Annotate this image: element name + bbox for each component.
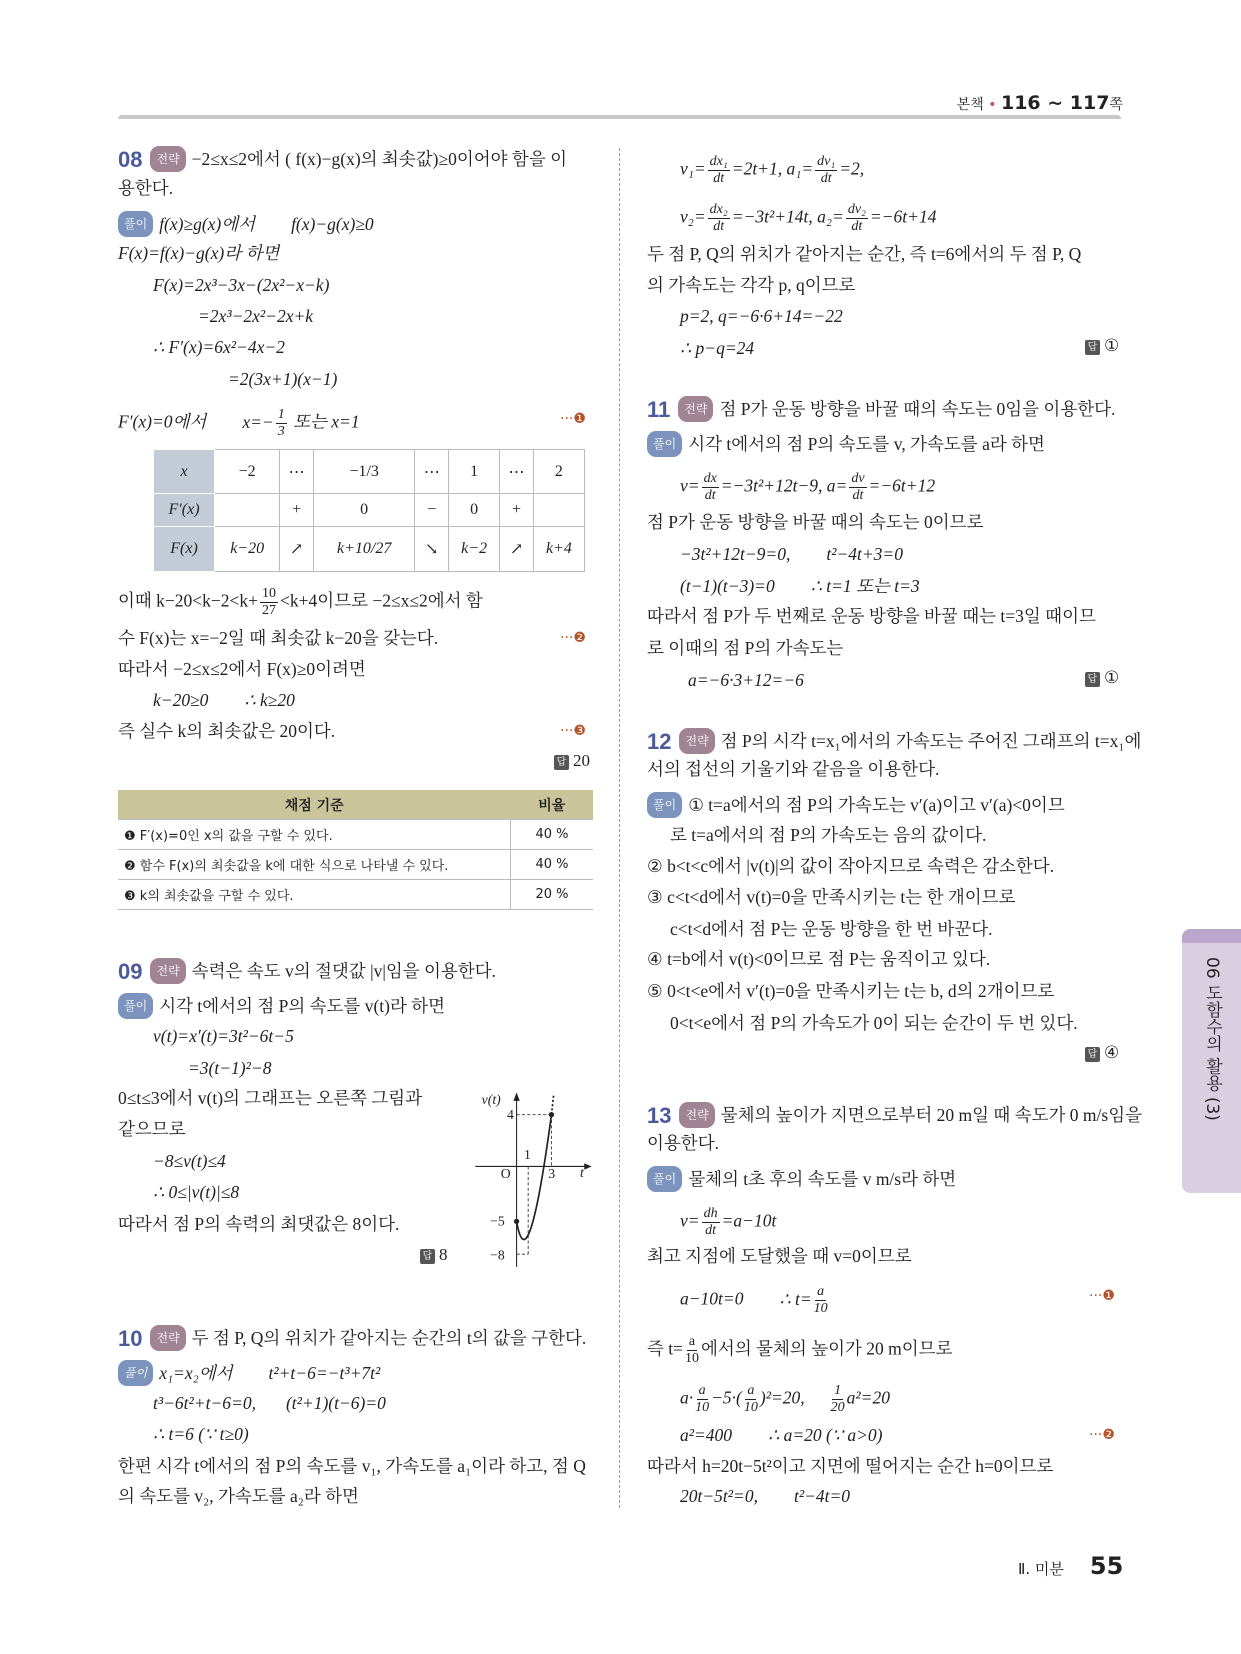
solution-line	[647, 1166, 956, 1192]
table-cell: ⋯	[500, 450, 534, 494]
fraction	[815, 154, 837, 187]
chapter-tab-label: 06 도함수의 활용 (3)	[1202, 957, 1222, 1121]
solution-line	[680, 542, 903, 566]
table-cell: k+10/27	[313, 527, 414, 572]
table-cell: 1	[449, 450, 500, 494]
endpoint	[549, 1112, 554, 1117]
t-axis-arrow	[584, 1163, 591, 1169]
solution-badge: 풀이	[647, 792, 682, 818]
table-cell: k−20	[215, 527, 280, 572]
tick-label: 1	[523, 1147, 531, 1163]
solution-line: 따라서 점 P가 두 번째로 운동 방향을 바꿀 때는 t=3일 때이므	[647, 606, 1096, 626]
page-reference: 본책 • 116 ~ 117쪽	[956, 92, 1123, 114]
solution-line: 점 P가 운동 방향을 바꿀 때의 속도는 0이므로	[647, 512, 984, 532]
math: =−3t²+12t−9, a=	[720, 475, 848, 496]
scoring-criterion: ❸ k의 최솟값을 구할 수 있다.	[118, 880, 511, 910]
solution-line: 로 t=a에서의 점 P의 가속도는 음의 값이다.	[670, 825, 987, 845]
math: −5·(	[711, 1387, 742, 1408]
math: ∴ k≥20	[244, 690, 295, 710]
solution-badge: 풀이	[118, 211, 153, 237]
solution-line: =3(t−1)²−8	[188, 1058, 272, 1078]
denominator: dt	[820, 171, 832, 186]
table-cell: ⋯	[415, 450, 449, 494]
solution-badge: 풀이	[647, 1166, 682, 1192]
fraction	[744, 1383, 758, 1416]
answer-icon: 답	[420, 1249, 435, 1264]
v-axis-arrow	[513, 1092, 519, 1100]
tick-label: 3	[548, 1166, 556, 1182]
solution-line	[680, 1284, 830, 1317]
numerator: a	[688, 1334, 696, 1349]
denominator: dt	[704, 488, 716, 503]
denominator: 27	[262, 603, 277, 618]
numerator: 10	[262, 586, 277, 601]
math: )²=20,	[759, 1387, 805, 1408]
scoring-criterion: ❷ 함수 F(x)의 최솟값을 k에 대한 식으로 나타낼 수 있다.	[118, 850, 511, 880]
math: v=	[680, 1210, 700, 1231]
math: 에서의 물체의 높이가 20 m이므로	[701, 1338, 953, 1359]
step-marker-3: ···❸	[560, 723, 586, 739]
solution-line: ④ t=b에서 v(t)<0이므로 점 P는 움직이고 있다.	[647, 949, 991, 969]
numerator: a	[698, 1383, 706, 1398]
problem-13-strategy	[647, 1102, 1142, 1128]
math: a²=400	[680, 1425, 733, 1445]
solution-line: 한편 시각 t에서의 점 P의 속도를 v₁, 가속도를 a₁이라 하고, 점 Q	[118, 1456, 586, 1476]
math: f(x)−g(x)≥0	[291, 214, 374, 234]
fraction	[849, 471, 866, 504]
solution-line: 따라서 h=20t−5t²이고 지면에 떨어지는 순간 h=0이므로	[647, 1456, 1054, 1476]
problem-number: 13	[647, 1103, 672, 1128]
answer-icon: 답	[1085, 1047, 1100, 1062]
table-cell	[533, 494, 584, 527]
solution-line	[118, 993, 445, 1019]
fraction	[695, 1383, 709, 1416]
math: 즉 t=	[647, 1338, 684, 1359]
numerator: 1	[834, 1383, 842, 1398]
solution-badge: 풀이	[118, 993, 153, 1019]
math: v₂=	[680, 206, 706, 227]
scoring-header: 채점 기준	[118, 790, 511, 820]
answer-value: 20	[573, 751, 590, 770]
math: k−20≥0	[153, 690, 209, 710]
table-header-cell: x	[154, 450, 215, 494]
numerator: dh	[703, 1206, 718, 1221]
solution-line: p=2, q=−6·6+14=−22	[680, 306, 843, 326]
math: t³−6t²+t−6=0,	[153, 1393, 256, 1413]
strategy-text: 점 P가 운동 방향을 바꿀 때의 속도는 0임을 이용한다.	[719, 399, 1116, 419]
solution-line	[680, 1484, 850, 1508]
denominator: dt	[705, 1223, 717, 1238]
solution-line: 수 F(x)는 x=−2일 때 최솟값 k−20을 갖는다.	[118, 628, 439, 648]
step-marker-2: ···❷	[1089, 1427, 1115, 1443]
table-cell	[215, 494, 280, 527]
denominator: 3	[277, 424, 285, 439]
math: =2,	[839, 158, 865, 179]
scoring-ratio: 40 %	[511, 820, 594, 850]
answer-icon: 답	[1085, 672, 1100, 687]
v-axis-label: v(t)	[481, 1092, 501, 1108]
table-cell: 0	[313, 494, 414, 527]
solution-line: ∴ F′(x)=6x²−4x−2	[153, 337, 285, 357]
answer-icon: 답	[1085, 340, 1100, 355]
table-cell: ⋯	[280, 450, 314, 494]
fraction	[831, 1383, 845, 1416]
math: f(x)≥g(x)에서	[159, 214, 256, 234]
math: t²−4t+3=0	[826, 544, 903, 564]
numerator: dv₂	[847, 202, 866, 217]
problem-number: 10	[118, 1326, 143, 1351]
math: =−6t+14	[869, 206, 937, 227]
solution-line: 로 이때의 점 P의 가속도는	[647, 638, 844, 658]
scoring-ratio: 20 %	[511, 880, 594, 910]
solution-line: =2(3x+1)(x−1)	[228, 369, 338, 389]
strategy-text: 용한다.	[118, 178, 174, 198]
math: a²=20	[846, 1387, 890, 1408]
solution-line: 즉 실수 k의 최솟값은 20이다.	[118, 721, 336, 741]
numerator: a	[817, 1284, 825, 1299]
table-header-cell: F′(x)	[154, 494, 215, 527]
strategy-text: 서의 접선의 기울기와 같음을 이용한다.	[647, 759, 940, 779]
table-cell: 0	[449, 494, 500, 527]
solution-line	[680, 1383, 890, 1416]
scoring-header: 비율	[511, 790, 594, 820]
answer	[420, 1245, 448, 1265]
numerator: dv	[851, 471, 865, 486]
problem-number: 11	[647, 397, 671, 422]
table-cell: k−2	[449, 527, 500, 572]
solution-line	[118, 586, 483, 619]
answer	[554, 751, 590, 771]
table-cell: ↗	[500, 527, 534, 572]
solution-line: ③ c<t<d에서 v(t)=0을 만족시키는 t는 한 개이므로	[647, 887, 1016, 907]
solution-line: 의 속도를 v₂, 가속도를 a₂라 하면	[118, 1486, 359, 1506]
curve-extension	[551, 1096, 553, 1115]
answer-icon: 답	[554, 755, 569, 770]
variation-table	[153, 449, 585, 572]
solution-line: 0<t<e에서 점 P의 가속도가 0이 되는 순간이 두 번 있다.	[670, 1013, 1078, 1033]
solution-badge: 풀이	[647, 431, 682, 457]
numerator: dv₁	[817, 154, 836, 169]
solution-line: 최고 지점에 도달했을 때 v=0이므로	[647, 1246, 912, 1266]
problem-08-strategy	[118, 146, 567, 172]
solution-line: ② b<t<c에서 |v(t)|의 값이 작아지므로 속력은 감소한다.	[647, 856, 1055, 876]
table-cell: ↗	[280, 527, 314, 572]
strategy-text: 물체의 높이가 지면으로부터 20 m일 때 속도가 0 m/s임을	[720, 1105, 1143, 1125]
page-number: 55	[1089, 1552, 1124, 1580]
solution-line: ∴ p−q=24	[680, 338, 755, 358]
problem-10-strategy	[118, 1325, 586, 1351]
math: x₁=x₂에서	[159, 1363, 233, 1383]
solution-line: ∴ 0≤|v(t)|≤8	[153, 1182, 240, 1202]
solution-line	[680, 471, 935, 504]
fraction	[685, 1334, 699, 1367]
table-cell: +	[500, 494, 534, 527]
solution-line	[153, 688, 295, 712]
solution-line: v(t)=x′(t)=3t²−6t−5	[153, 1026, 294, 1046]
denominator: 10	[813, 1301, 828, 1316]
math: a−10t=0	[680, 1288, 744, 1309]
strategy-badge: 전략	[150, 1325, 185, 1351]
strategy-badge: 전략	[679, 1102, 714, 1128]
fraction	[260, 586, 278, 619]
solution-line	[647, 1334, 953, 1367]
math: −3t²+12t−9=0,	[680, 544, 791, 564]
scoring-table	[118, 790, 593, 910]
fraction	[702, 471, 719, 504]
problem-11-strategy	[647, 396, 1115, 422]
start-point	[514, 1219, 519, 1224]
math: 물체의 t초 후의 속도를 v m/s라 하면	[688, 1169, 957, 1189]
math: =−3t²+14t, a₂=	[731, 206, 844, 227]
denominator: 10	[743, 1400, 758, 1415]
math: F′(x)=0에서	[118, 411, 207, 432]
math: 20t−5t²=0,	[680, 1486, 758, 1506]
denominator: dt	[713, 219, 725, 234]
solution-line: 0≤t≤3에서 v(t)의 그래프는 오른쪽 그림과	[118, 1088, 423, 1108]
table-cell: k+4	[533, 527, 584, 572]
math: x=−	[242, 411, 274, 432]
answer-value: ①	[1104, 668, 1120, 687]
fraction	[846, 202, 868, 235]
page-unit: 쪽	[1109, 97, 1123, 113]
math: =−6t+12	[868, 475, 936, 496]
table-cell: −1/3	[313, 450, 414, 494]
solution-line	[118, 211, 374, 237]
problem-number: 08	[118, 147, 143, 172]
fraction	[276, 407, 287, 440]
scoring-criterion: ❶ F′(x)=0인 x의 값을 구할 수 있다.	[118, 820, 511, 850]
page-footer	[1018, 1552, 1123, 1580]
numerator: dx₂	[709, 202, 728, 217]
header-rule	[118, 115, 1121, 119]
math: 이때 k−20<k−2<k+	[118, 590, 259, 611]
denominator: dt	[851, 219, 863, 234]
answer	[1085, 336, 1119, 356]
denominator: 10	[695, 1400, 710, 1415]
math: (t−1)(t−3)=0	[680, 576, 775, 596]
answer	[1085, 668, 1119, 688]
tick-label: −5	[490, 1213, 505, 1229]
numerator: dx₁	[709, 154, 728, 169]
table-cell: −2	[215, 450, 280, 494]
scoring-ratio: 40 %	[511, 850, 594, 880]
math: t²−4t=0	[793, 1486, 851, 1506]
answer	[1085, 1043, 1119, 1063]
solution-line: −8≤v(t)≤4	[153, 1151, 226, 1171]
fraction	[702, 1206, 720, 1239]
solution-line: ⑤ 0<t<e에서 v′(t)=0을 만족시키는 t는 b, d의 2개이므로	[647, 981, 1055, 1001]
strategy-badge: 전략	[678, 396, 713, 422]
table-cell: 2	[533, 450, 584, 494]
solution-line	[647, 792, 1065, 818]
math: t²+t−6=−t³+7t²	[268, 1363, 381, 1383]
solution-line	[680, 1206, 776, 1239]
answer-value: ④	[1104, 1043, 1120, 1062]
problem-number: 12	[647, 729, 672, 754]
tick-label: −8	[490, 1247, 505, 1263]
strategy-text: 점 P의 시각 t=x₁에서의 가속도는 주어진 그래프의 t=x₁에	[720, 731, 1142, 751]
step-marker-1: ···❶	[1089, 1288, 1115, 1304]
book-label: 본책	[956, 97, 984, 113]
math: v=	[680, 475, 700, 496]
math: 시각 t에서의 점 P의 속도를 v, 가속도를 a라 하면	[688, 434, 1045, 454]
solution-line	[680, 202, 936, 235]
chapter-name: Ⅱ. 미분	[1018, 1560, 1064, 1578]
math: 또는 x=1	[293, 411, 360, 432]
solution-line	[153, 1391, 386, 1415]
math: ∴ a=20 (∵ a>0)	[768, 1425, 883, 1445]
chapter-tab[interactable]	[1182, 929, 1241, 1193]
strategy-badge: 전략	[150, 958, 185, 984]
math: ∴ t=	[779, 1288, 812, 1309]
answer-value: ①	[1104, 336, 1120, 355]
problem-number: 09	[118, 959, 143, 984]
solution-line	[680, 154, 864, 187]
fraction	[708, 154, 730, 187]
solution-line: 따라서 −2≤x≤2에서 F(x)≥0이려면	[118, 659, 366, 679]
solution-line: c<t<d에서 점 P는 운동 방향을 한 번 바꾼다.	[670, 919, 993, 939]
math: ∴ t=1 또는 t=3	[810, 576, 920, 596]
denominator: 20	[830, 1400, 845, 1415]
table-cell: ↘	[415, 527, 449, 572]
solution-line: 의 가속도는 각각 p, q이므로	[647, 275, 856, 295]
page-range: 116 ~ 117	[1000, 92, 1110, 114]
solution-line	[118, 1360, 380, 1386]
solution-line: a=−6·3+12=−6	[688, 670, 804, 690]
solution-line: F(x)=f(x)−g(x)라 하면	[118, 243, 280, 263]
strategy-text: −2≤x≤2에서 ( f(x)−g(x)의 최솟값)≥0이어야 함을 이	[191, 149, 568, 169]
solution-line: 두 점 P, Q의 위치가 같아지는 순간, 즉 t=6에서의 두 점 P, Q	[647, 244, 1082, 264]
math: <k+4이므로 −2≤x≤2에서 함	[280, 590, 483, 611]
answer-value: 8	[439, 1245, 448, 1264]
solution-line: 따라서 점 P의 속력의 최댓값은 8이다.	[118, 1214, 400, 1234]
math: a·	[680, 1387, 694, 1408]
math: (t²+1)(t−6)=0	[285, 1393, 386, 1413]
math: =a−10t	[721, 1210, 777, 1231]
solution-line: F(x)=2x³−3x−(2x²−x−k)	[153, 275, 330, 295]
solution-line	[118, 407, 360, 440]
solution-line	[680, 574, 920, 598]
strategy-text: 두 점 P, Q의 위치가 같아지는 순간의 t의 값을 구한다.	[191, 1328, 587, 1348]
solution-line: 같으므로	[118, 1119, 186, 1139]
table-cell: +	[280, 494, 314, 527]
numerator: 1	[277, 407, 285, 422]
denominator: 10	[685, 1351, 700, 1366]
fraction	[814, 1284, 828, 1317]
solution-line	[680, 1423, 882, 1447]
strategy-badge: 전략	[150, 146, 185, 172]
denominator: dt	[852, 488, 864, 503]
solution-badge: 풀이	[118, 1360, 153, 1386]
problem-12-strategy	[647, 728, 1141, 754]
fraction	[708, 202, 730, 235]
problem-09-strategy	[118, 958, 496, 984]
strategy-badge: 전략	[679, 728, 714, 754]
math: 시각 t에서의 점 P의 속도를 v(t)라 하면	[159, 996, 446, 1016]
math: v₁=	[680, 158, 706, 179]
velocity-graph	[470, 1084, 597, 1269]
solution-line: =2x³−2x²−2x+k	[198, 306, 314, 326]
step-marker-2: ···❷	[560, 630, 586, 646]
numerator: dx	[703, 471, 717, 486]
strategy-text: 속력은 속도 v의 절댓값 |v|임을 이용한다.	[191, 961, 497, 981]
t-axis-label: t	[580, 1165, 584, 1181]
math: =2t+1, a₁=	[731, 158, 814, 179]
table-header-cell: F(x)	[154, 527, 215, 572]
math: ① t=a에서의 점 P의 가속도는 v′(a)이고 v′(a)<0이므	[688, 795, 1065, 815]
solution-line: ∴ t=6 (∵ t≥0)	[153, 1424, 249, 1444]
denominator: dt	[713, 171, 725, 186]
velocity-curve	[517, 1115, 552, 1240]
column-divider	[619, 148, 620, 1508]
strategy-text: 이용한다.	[647, 1133, 719, 1153]
tick-label: 4	[507, 1106, 514, 1122]
solution-line	[647, 431, 1045, 457]
numerator: a	[747, 1383, 755, 1398]
step-marker-1: ···❶	[560, 411, 586, 427]
table-cell: −	[415, 494, 449, 527]
origin-label: O	[500, 1166, 511, 1182]
